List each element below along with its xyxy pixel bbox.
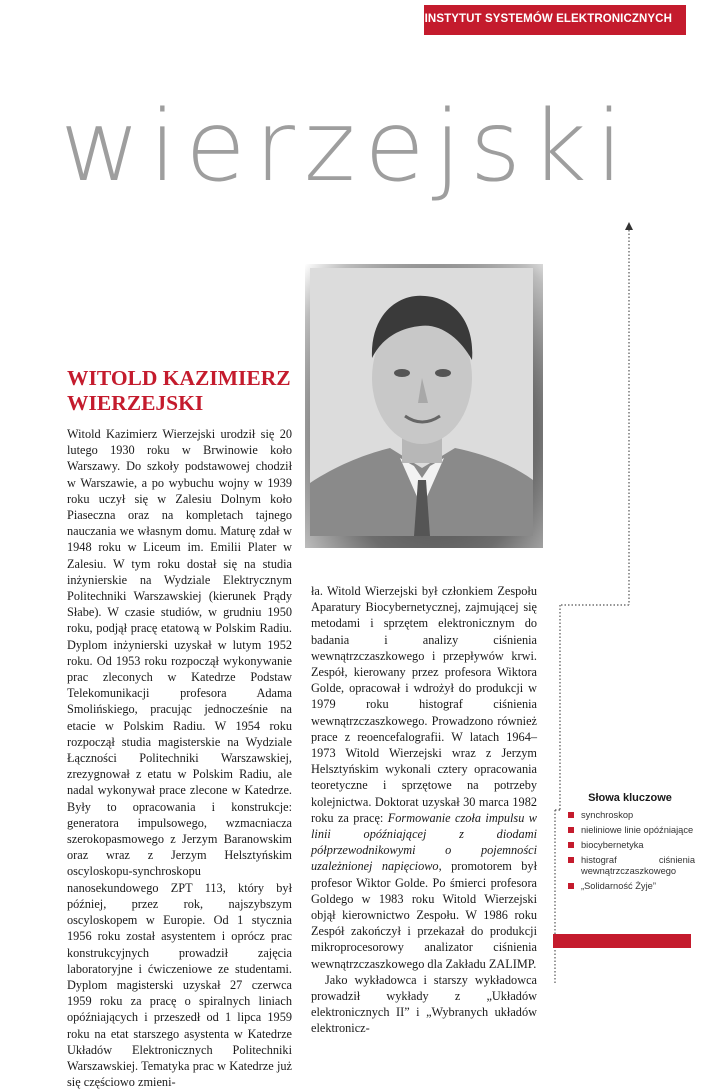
left-column-text: Witold Kazimierz Wierzejski urodził się 20 lutego 1930 roku w Brwinowie koło Warszawy. Do szkoły podstawowej chodził w Warszawie, a po wybuchu wojny w 1939 roku uczył się w Zalesiu Dolnym koło Piaseczna oraz na kompletach tajnego nauczania we własnym domu. Maturę zdał w 1948 roku w Liceum im. Emilii Plater w Zalesiu. W tym roku dostał się na studia inżynierskie na Wydziale Elektrycznym Politechniki Warszawskiej (kierunek Prądy Słabe). W czasie studiów, w grudniu 1950 roku, podjął pracę etatową w Polskim Radiu. Dyplom inżynierski uzyskał w lutym 1952 roku. Od 1953 roku rozpoczął wykonywanie prac zleconych w Katedrze Podstaw Telekomunikacji profesora Adama Smolińskiego, pracując jednocześnie na etacie w Polskim Radiu. W 1954 roku rozpoczął studia magisterskie na Wydziale Łączności Politechniki Warszawskiej, zrezygnował z etatu w Polskim Radiu, ale nadal wykonywał prace zlecone w Katedrze. Były to opracowania i konstrukcje: generatora impulsowego, wzmacniacza szerokopasmowego z Jerzym Baranowskim oraz wraz z Jerzym Helsztyńskim oscyloskopu-synchroskopu nanosekundowego ZPT 113, który był później, przez rok, najszybszym oscyloskopem w Europie. Od 1 stycznia 1956 roku został asystentem i oprócz prac konstrukcyjnych prowadził zajęcia laboratoryjne i ćwiczeniowe ze studentami. Dyplom magisterski uzyskał 27 czerwca 1959 roku za pracę o spiralnych liniach opóźniających i przeszedł od 1 lipca 1959 roku na etat starszego asystenta w Katedrze Układów Elektronicznych Politechniki Warszawskiej. Tematyka prac w Katedrze już się częściowo zmieni- — [67, 427, 292, 1090]
square-bullet-icon — [568, 827, 574, 833]
portrait-icon — [310, 268, 533, 536]
keyword-item — [565, 881, 695, 892]
left-column — [67, 426, 292, 1090]
title-line-2: WIERZEJSKI — [67, 391, 204, 415]
keyword-text: nieliniowe linie opóźniające — [581, 825, 694, 835]
square-bullet-icon — [568, 857, 574, 863]
institute-name: INSTYTUT SYSTEMÓW ELEKTRONICZNYCH — [424, 13, 672, 25]
footer-accent-bar — [553, 934, 691, 948]
article-title — [67, 366, 307, 416]
keywords-heading: Słowa kluczowe — [588, 792, 672, 804]
keyword-text: synchroskop — [581, 810, 634, 820]
surname-banner: wierzejski — [60, 90, 632, 204]
right-paragraph-1 — [311, 583, 537, 972]
keywords-box — [565, 792, 695, 896]
keywords-list — [565, 810, 695, 892]
keyword-text: histograf ciśnienia wewnątrzczaszkowego — [581, 855, 695, 876]
thesis-title: Formowanie czoła impulsu w linii opóźniającej z diodami półprzewodnikowymi o pojemności uzależnionej napięciowo — [311, 810, 537, 874]
keyword-item — [565, 855, 695, 877]
right-paragraph-2: Jako wykładowca i starszy wykładowca prowadził wykłady z „Układów elektronicznych II” i „Wybranych układów elektronicz- — [311, 972, 537, 1036]
square-bullet-icon — [568, 842, 574, 848]
keyword-item — [565, 810, 695, 821]
right-column — [311, 583, 537, 1037]
square-bullet-icon — [568, 812, 574, 818]
header-bar — [424, 5, 686, 35]
keyword-text: biocybernetyka — [581, 840, 644, 850]
keyword-item — [565, 840, 695, 851]
title-line-1: WITOLD KAZIMIERZ — [67, 366, 291, 390]
portrait-photo — [310, 268, 533, 536]
right-paragraph-1-tail: , promotorem był profesor Wiktor Golde. Po śmierci profesora Goldego w 1983 roku Witold Wierzejski objął kierownictwo Zespołu. W 1986 roku Zespół zakończył i przekazał do produkcji mikroprocesorowy analizator ciśnienia wewnątrzczaszkowego dla Zakładu ZALIMP. — [311, 859, 537, 971]
keyword-text: „Solidarność Żyje” — [581, 881, 656, 891]
right-paragraph-1-text: ła. Witold Wierzejski był członkiem Zespołu Aparatury Biocybernetycznej, zajmującej się metodami i sprzętem elektronicznym do badania i analizy ciśnienia wewnątrzczaszkowego i przepływów krwi. Zespół, kierowany przez profesora Wiktora Golde, opracował i wdrożył do produkcji w 1979 roku histograf ciśnienia wewnątrzczaszkowego. Prowadzono również prace z reoencefalografii. W latach 1964–1973 Witold Wierzejski wraz z Jerzym Helsztyńskim wykonali cztery opracowania teoretyczne i sprzętowe na potrzeby kolejnictwa. Doktorat uzyskał 30 marca 1982 roku za pracę: — [311, 584, 537, 825]
keyword-item — [565, 825, 695, 836]
square-bullet-icon — [568, 883, 574, 889]
